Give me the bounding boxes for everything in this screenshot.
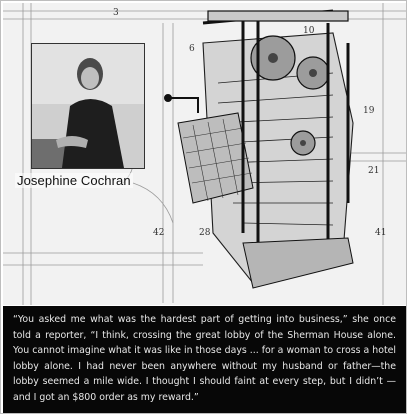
patent-number-label: 21 — [368, 166, 380, 176]
quote-text: “You asked me what was the hardest part of getting into business,” she once told a reporter, “I think, crossing the great lobby of the Sherman House alone. You cannot imagine what it was like in those days ... for a woman to cross a hotel lobby alone. I had never been anywhere without my husband or father—the lobby seemed a mile wide. I thought I should faint at every step, but I didn’t — and I got an $800 order as my reward.” — [13, 314, 396, 403]
portrait-caption: Josephine Cochran — [17, 173, 131, 188]
patent-number-label: 28 — [199, 228, 211, 238]
patent-number-label: 3 — [113, 8, 119, 18]
patent-number-label: 42 — [153, 228, 165, 238]
portrait-photo — [31, 43, 145, 169]
portrait-image — [32, 44, 144, 168]
patent-number-label: 6 — [189, 44, 195, 54]
quote-panel — [3, 306, 406, 413]
patent-number-label: 41 — [375, 228, 387, 238]
patent-number-label: 10 — [303, 26, 315, 36]
patent-number-label: 19 — [363, 106, 375, 116]
